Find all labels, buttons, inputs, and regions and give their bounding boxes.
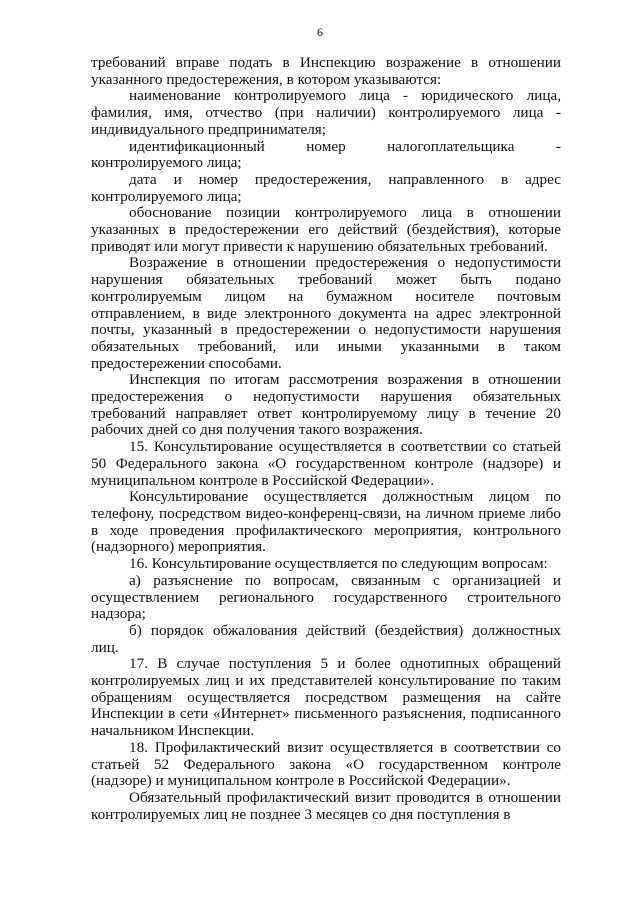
paragraph: б) порядок обжалования действий (бездействия) должностных лиц. [91,621,561,656]
paragraph: Обязательный профилактический визит проводится в отношении контролируемых лиц не позднее 3 месяцев со дня поступления в [91,788,561,823]
paragraph: а) разъяснение по вопросам, связанным с организацией и осуществлением регионального государственного строительного надзора; [91,571,561,623]
paragraph: Возражение в отношении предостережения о недопустимости нарушения обязательных требований может быть подано контролируемым лицом на бумажном носителе почтовым отправлением, в виде электронного документа на адрес электронной почты, указанный в предостережении о недопустимости нарушения обязательных требований, или иными указанными в таком предостережении способами. [91,254,561,372]
paragraph: Консультирование осуществляется должностным лицом по телефону, посредством видео-конференц-связи, на личном приеме либо в ходе проведения профилактического мероприятия, контрольного (надзорного) мероприятия. [91,488,561,556]
paragraph: наименование контролируемого лица - юридического лица, фамилия, имя, отчество (при наличии) контролируемого лица - индивидуального предпринимателя; [91,87,561,138]
paragraph: 16. Консультирование осуществляется по следующим вопросам: [129,555,548,573]
paragraph: Инспекция по итогам рассмотрения возражения в отношении предостережения о недопустимости нарушения обязательных требований направляет ответ контролируемому лицу в течение 20 рабочих дней со дня получения такого возражения. [91,371,561,439]
paragraph: идентификационный номер налогоплательщика - контролируемого лица; [91,137,561,172]
paragraph: требований вправе подать в Инспекцию возражение в отношении указанного предостережения, в котором указываются: [91,54,561,88]
paragraph: 17. В случае поступления 5 и более однотипных обращений контролируемых лиц и их представителей консультирование по таким обращениям осуществляется посредством размещения на сайте Инспекции в сети «Интернет» письменного разъяснения, подписанного начальником Инспекции. [91,655,561,740]
paragraph: 18. Профилактический визит осуществляется в соответствии со статьей 52 Федерального закона «О государственном контроле (надзоре) и муниципальном контроле в Российской Федерации». [91,738,561,790]
paragraph: обоснование позиции контролируемого лица в отношении указанных в предостережении его действий (бездействия), которые приводят или могут привести к нарушению обязательных требований. [91,204,561,255]
page-number: 6 [317,25,323,39]
document-body [91,55,561,823]
paragraph: 15. Консультирование осуществляется в соответствии со статьей 50 Федерального закона «О государственном контроле (надзоре) и муниципальном контроле в Российской Федерации». [91,438,561,489]
paragraph: дата и номер предостережения, направленного в адрес контролируемого лица; [91,170,561,205]
